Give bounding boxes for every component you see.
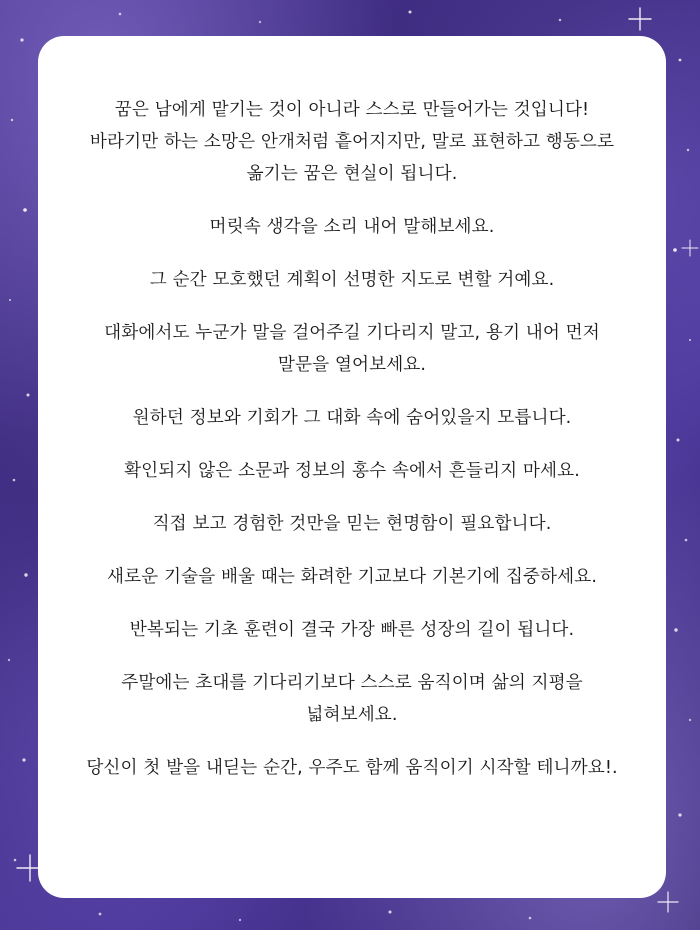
text-line: 대화에서도 누군가 말을 걸어주길 기다리지 말고, 용기 내어 먼저	[104, 323, 600, 343]
paragraph-10	[52, 667, 652, 731]
text-line: 머릿속 생각을 소리 내어 말해보세요.	[209, 217, 495, 237]
paragraph-11	[52, 752, 652, 784]
text-line: 주말에는 초대를 기다리기보다 스스로 움직이며 삶의 지평을	[121, 673, 583, 693]
text-line: 확인되지 않은 소문과 정보의 홍수 속에서 흔들리지 마세요.	[124, 461, 580, 481]
text-line: 넓혀보세요.	[306, 705, 398, 725]
text-line: 꿈은 남에게 맡기는 것이 아니라 스스로 만들어가는 것입니다!	[114, 100, 590, 120]
text-line: 당신이 첫 발을 내딛는 순간, 우주도 함께 움직이기 시작할 테니까요!.	[86, 758, 618, 778]
text-line: 그 순간 모호했던 계획이 선명한 지도로 변할 거예요.	[149, 270, 555, 290]
text-line: 원하던 정보와 기회가 그 대화 속에 숨어있을지 모릅니다.	[132, 408, 572, 428]
text-line: 반복되는 기초 훈련이 결국 가장 빠른 성장의 길이 됩니다.	[129, 620, 575, 640]
text-line: 직접 보고 경험한 것만을 믿는 현명함이 필요합니다.	[152, 514, 552, 534]
paragraph-7	[52, 508, 652, 540]
paragraph-6	[52, 455, 652, 487]
paragraph-4	[52, 317, 652, 381]
text-line: 새로운 기술을 배울 때는 화려한 기교보다 기본기에 집중하세요.	[106, 567, 598, 587]
message-card	[38, 36, 666, 898]
text-line: 옮기는 꿈은 현실이 됩니다.	[246, 164, 458, 184]
paragraph-5	[52, 402, 652, 434]
paragraph-9	[52, 614, 652, 646]
text-line: 말문을 열어보세요.	[277, 355, 427, 375]
paragraph-8	[52, 561, 652, 593]
paragraph-2	[52, 211, 652, 243]
text-line: 바라기만 하는 소망은 안개처럼 흩어지지만, 말로 표현하고 행동으로	[89, 132, 615, 152]
paragraph-1	[52, 94, 652, 190]
paragraph-3	[52, 264, 652, 296]
